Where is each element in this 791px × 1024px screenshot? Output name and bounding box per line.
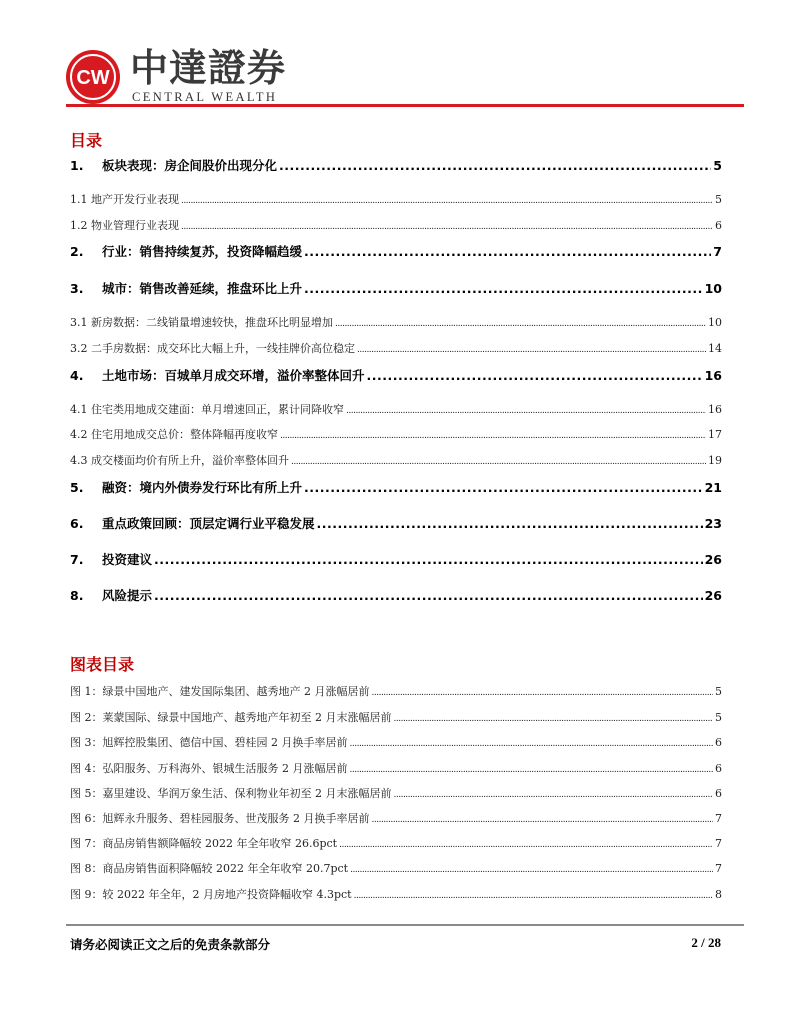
figure-entry[interactable]	[70, 835, 722, 851]
toc-subentry-label: 1.2 物业管理行业表现	[70, 219, 179, 232]
toc-subentry-page: 5	[715, 193, 722, 206]
figure-entry-page: 6	[715, 736, 722, 749]
toc-subentry[interactable]	[70, 191, 722, 207]
toc-subentry-label: 3.2 二手房数据：成交环比大幅上升，一线挂牌价高位稳定	[70, 342, 355, 355]
toc-leader-dots	[372, 815, 714, 825]
toc-entry-label: 重点政策回顾：顶层定调行业平稳发展	[102, 516, 315, 531]
toc-leader-dots	[154, 588, 703, 603]
brand-name-english: CENTRAL WEALTH	[132, 90, 278, 104]
toc-entry[interactable]	[70, 279, 722, 297]
toc-leader-dots	[350, 765, 714, 775]
toc-entry-number: 2.	[70, 244, 84, 259]
toc-entry-number: 7.	[70, 552, 84, 567]
toc-entry-label: 行业：销售持续复苏，投资降幅趋缓	[102, 244, 303, 259]
toc-subentry-page: 10	[708, 316, 722, 329]
toc-entry-number: 1.	[70, 158, 84, 173]
toc-subentry-label: 4.3 成交楼面均价有所上升，溢价率整体回升	[70, 454, 289, 467]
toc-entry-number: 6.	[70, 516, 84, 531]
toc-leader-dots	[357, 345, 706, 355]
toc-entry[interactable]	[70, 586, 722, 604]
toc-entry-label: 板块表现：房企间股价出现分化	[102, 158, 278, 173]
toc-leader-dots	[154, 552, 703, 567]
toc-leader-dots	[394, 714, 714, 724]
toc-subentry[interactable]	[70, 314, 722, 330]
toc-subentry-page: 17	[708, 428, 722, 441]
toc-subentry[interactable]	[70, 217, 722, 233]
figure-entry[interactable]	[70, 734, 722, 750]
toc-entry-page: 26	[704, 588, 722, 603]
toc-leader-dots	[279, 158, 711, 173]
toc-leader-dots	[317, 516, 703, 531]
toc-entry[interactable]	[70, 550, 722, 568]
toc-leader-dots	[304, 244, 711, 259]
toc-entry-page: 10	[704, 281, 722, 296]
toc-entry[interactable]	[70, 366, 722, 384]
toc-leader-dots	[350, 865, 713, 875]
toc-subentry-page: 6	[715, 219, 722, 232]
page-number: 2 / 28	[691, 935, 721, 950]
figure-entry[interactable]	[70, 760, 722, 776]
figure-entry[interactable]	[70, 683, 722, 699]
toc-entry-number: 5.	[70, 480, 84, 495]
figure-entry-page: 7	[715, 862, 722, 875]
toc-leader-dots	[354, 891, 713, 901]
toc-subentry[interactable]	[70, 401, 722, 417]
logo-text: CW	[76, 67, 110, 89]
figure-entry-page: 8	[715, 888, 722, 901]
figure-entry-label: 图 7：商品房销售额降幅较 2022 年全年收窄 26.6pct	[70, 837, 338, 850]
toc-entry-page: 21	[704, 480, 722, 495]
toc-leader-dots	[181, 196, 713, 206]
toc-entry-label: 风险提示	[102, 588, 153, 603]
toc-subentry-label: 4.2 住宅用地成交总价：整体降幅再度收窄	[70, 428, 278, 441]
toc-entry[interactable]	[70, 156, 722, 174]
toc-entry-page: 7	[713, 244, 722, 259]
toc-title: 目录	[70, 131, 103, 150]
toc-entry-label: 城市：销售改善延续，推盘环比上升	[102, 281, 303, 296]
figure-entry-label: 图 4：弘阳服务、万科海外、银城生活服务 2 月涨幅居前	[70, 762, 348, 775]
toc-subentry-page: 16	[708, 403, 722, 416]
figure-entry-label: 图 5：嘉里建设、华润万象生活、保利物业年初至 2 月末涨幅居前	[70, 787, 392, 800]
toc-subentry-page: 19	[708, 454, 722, 467]
toc-entry-number: 8.	[70, 588, 84, 603]
toc-entry-page: 23	[704, 516, 722, 531]
toc-leader-dots	[339, 840, 713, 850]
toc-leader-dots	[350, 739, 714, 749]
figure-entry-page: 7	[715, 812, 722, 825]
toc-entry-label: 融资：境内外债券发行环比有所上升	[102, 480, 303, 495]
figure-entry-page: 5	[715, 711, 722, 724]
header-divider	[66, 104, 744, 107]
toc-leader-dots	[304, 480, 703, 495]
figure-entry-label: 图 1：绿景中国地产、建发国际集团、越秀地产 2 月涨幅居前	[70, 685, 370, 698]
figures-title: 图表目录	[70, 655, 135, 674]
figure-entry[interactable]	[70, 860, 722, 876]
figure-entry[interactable]	[70, 785, 722, 801]
cw-logo-icon	[66, 50, 120, 104]
figure-entry[interactable]	[70, 810, 722, 826]
report-header	[66, 40, 746, 106]
toc-entry[interactable]	[70, 242, 722, 260]
toc-entry[interactable]	[70, 514, 722, 532]
brand-name-chinese: 中達證券	[130, 45, 287, 90]
toc-entry-page: 5	[713, 158, 722, 173]
toc-subentry-label: 3.1 新房数据：二线销量增速较快，推盘环比明显增加	[70, 316, 333, 329]
toc-leader-dots	[291, 457, 706, 467]
figure-entry-page: 6	[715, 762, 722, 775]
figure-entry-page: 7	[715, 837, 722, 850]
toc-leader-dots	[280, 431, 706, 441]
toc-entry-number: 3.	[70, 281, 84, 296]
figure-entry[interactable]	[70, 886, 722, 902]
toc-subentry[interactable]	[70, 452, 722, 468]
toc-leader-dots	[346, 406, 706, 416]
figure-entry-label: 图 8：商品房销售面积降幅较 2022 年全年收窄 20.7pct	[70, 862, 349, 875]
toc-entry-page: 16	[704, 368, 722, 383]
toc-leader-dots	[367, 368, 703, 383]
toc-leader-dots	[394, 790, 714, 800]
toc-entry-page: 26	[704, 552, 722, 567]
toc-subentry[interactable]	[70, 426, 722, 442]
toc-entry-label: 土地市场：百城单月成交环增，溢价率整体回升	[102, 368, 365, 383]
toc-subentry-page: 14	[708, 342, 722, 355]
toc-subentry-label: 4.1 住宅类用地成交建面：单月增速回正，累计同降收窄	[70, 403, 344, 416]
figure-entry-label: 图 9：较 2022 年全年，2 月房地产投资降幅收窄 4.3pct	[70, 888, 352, 901]
figure-entry-label: 图 2：莱蒙国际、绿景中国地产、越秀地产年初至 2 月末涨幅居前	[70, 711, 392, 724]
toc-subentry[interactable]	[70, 340, 722, 356]
footer-disclaimer: 请务必阅读正文之后的免责条款部分	[70, 937, 271, 952]
toc-leader-dots	[304, 281, 703, 296]
figure-entry-label: 图 3：旭辉控股集团、德信中国、碧桂园 2 月换手率居前	[70, 736, 348, 749]
toc-entry-label: 投资建议	[102, 552, 153, 567]
toc-subentry-label: 1.1 地产开发行业表现	[70, 193, 179, 206]
toc-leader-dots	[181, 222, 713, 232]
toc-leader-dots	[335, 319, 706, 329]
figure-entry-page: 5	[715, 685, 722, 698]
toc-entry-number: 4.	[70, 368, 84, 383]
toc-leader-dots	[372, 688, 714, 698]
figure-entry-page: 6	[715, 787, 722, 800]
footer-divider	[66, 924, 744, 926]
toc-entry[interactable]	[70, 478, 722, 496]
figure-entry-label: 图 6：旭辉永升服务、碧桂园服务、世茂服务 2 月换手率居前	[70, 812, 370, 825]
figure-entry[interactable]	[70, 709, 722, 725]
